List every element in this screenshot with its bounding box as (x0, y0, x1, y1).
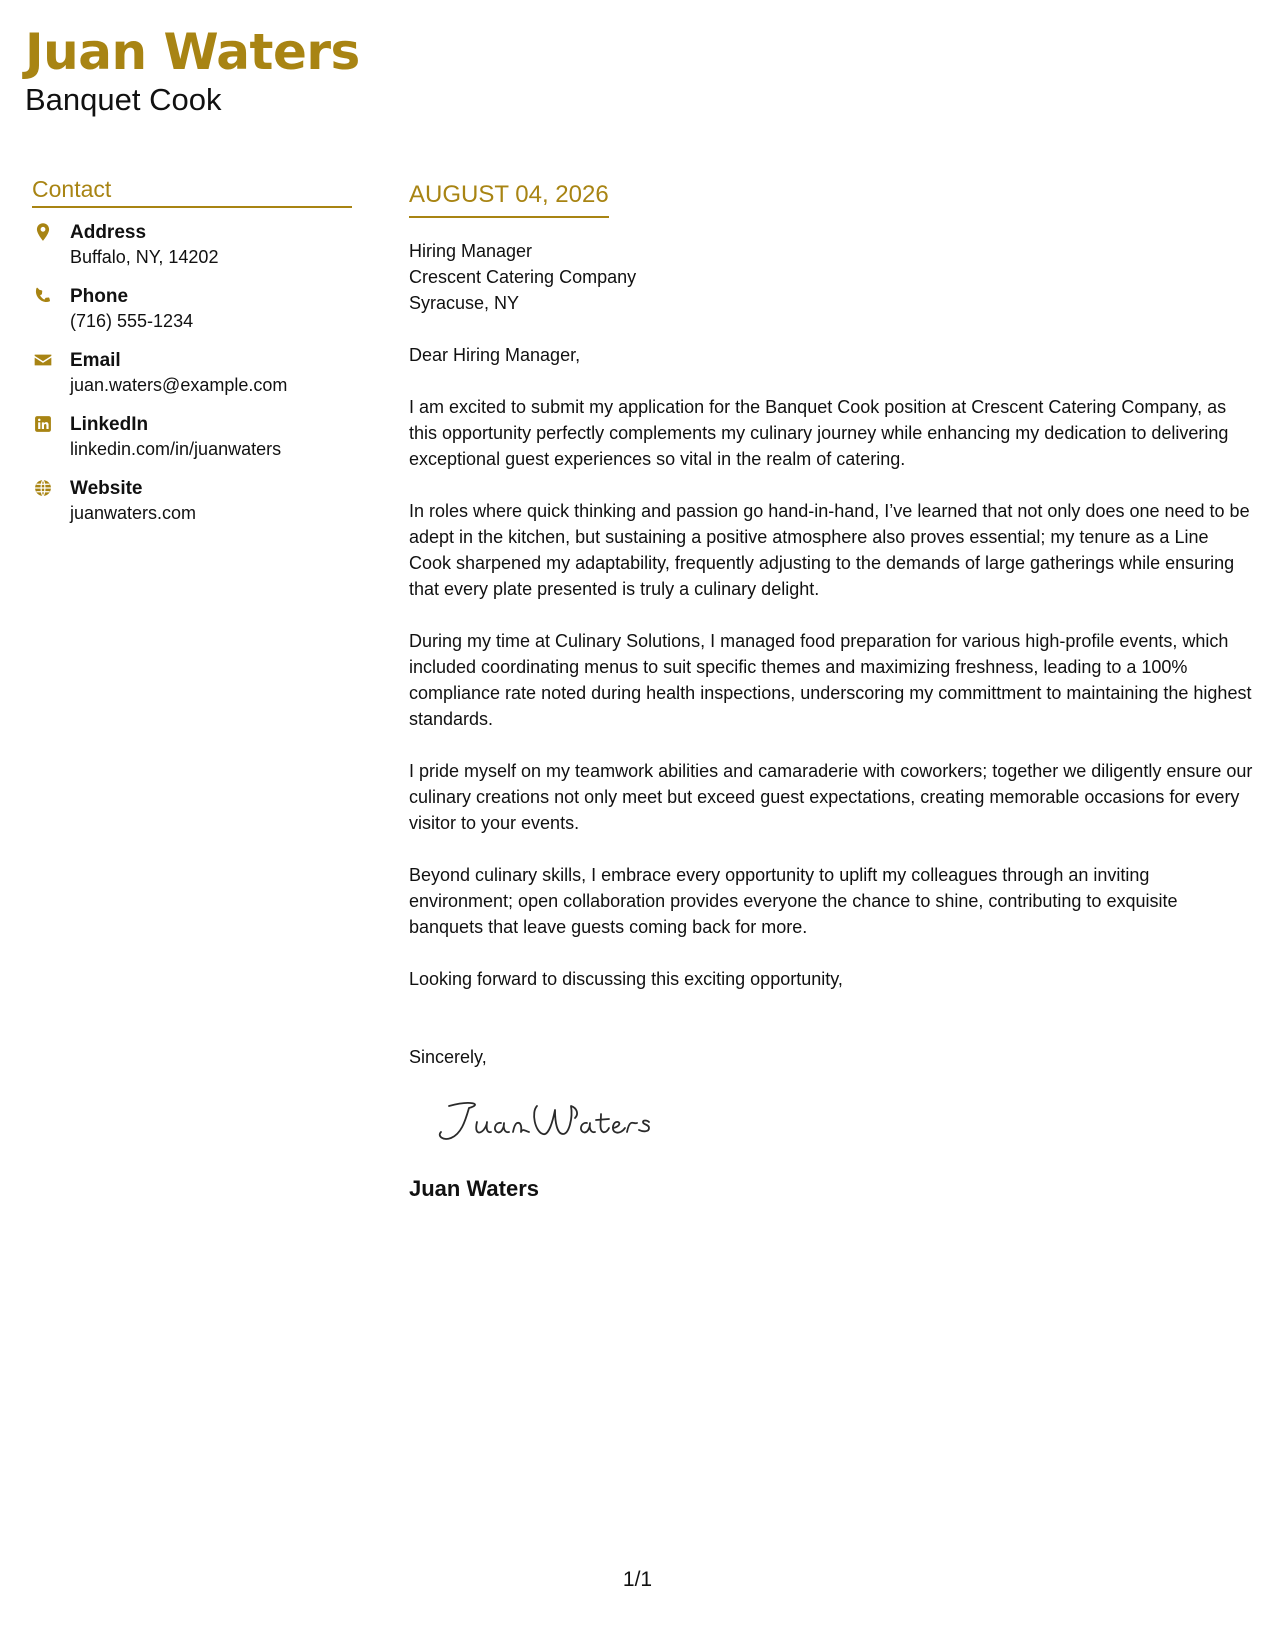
signature-image (431, 1092, 1254, 1152)
applicant-role: Banquet Cook (25, 82, 222, 117)
recipient-company: Crescent Catering Company (409, 267, 637, 287)
letter-date: AUGUST 04, 2026 (409, 180, 609, 218)
letter-body (409, 180, 1254, 1202)
contact-label-website: Website (70, 478, 143, 499)
greeting: Dear Hiring Manager, (409, 345, 581, 365)
contact-value-linkedin: linkedin.com/in/juanwaters (70, 439, 282, 459)
phone-icon (32, 285, 54, 307)
map-pin-icon (32, 221, 54, 243)
contact-section-title: Contact (32, 176, 352, 208)
contact-item-address (32, 220, 352, 270)
page-number: 1/1 (622, 1568, 653, 1591)
contact-label-email: Email (70, 350, 121, 371)
globe-icon (32, 477, 54, 499)
contact-label-linkedin: LinkedIn (70, 414, 149, 435)
contact-value-phone: (716) 555-1234 (70, 311, 194, 331)
linkedin-icon (32, 413, 54, 435)
paragraph-3: During my time at Culinary Solutions, I managed food preparation for various high-profile events, which included coordinating menus to suit specific themes and maximizing freshness, leading to a 100% compliance rate noted during health inspections, underscoring my committment to maintaining the highest standards. (409, 631, 1252, 729)
contact-item-website (32, 476, 352, 526)
contact-item-phone (32, 284, 352, 334)
paragraph-2: In roles where quick thinking and passion go hand-in-hand, I’ve learned that not only does one need to be adept in the kitchen, but sustaining a positive atmosphere also proves essential; my tenure as a Line Cook sharpened my adaptability, frequently adjusting to the demands of large gatherings while ensuring that every plate presented is truly a culinary delight. (409, 501, 1250, 599)
paragraph-5: Beyond culinary skills, I embrace every opportunity to uplift my colleagues through an inviting environment; open collaboration provides everyone the chance to shine, contributing to exquisite banquets that leave guests coming back for more. (409, 865, 1178, 937)
closing-phrase: Looking forward to discussing this exciting opportunity, (409, 969, 843, 989)
envelope-icon (32, 349, 54, 371)
signoff: Sincerely, (409, 1047, 487, 1067)
recipient-title: Hiring Manager (409, 241, 533, 261)
contact-item-email (32, 348, 352, 398)
paragraph-1: I am excited to submit my application for the Banquet Cook position at Crescent Catering Company, as this opportunity perfectly complements my culinary journey while enhancing my dedication to delivering exceptional guest experiences so vital in the realm of catering. (409, 397, 1229, 469)
contact-label-phone: Phone (70, 286, 129, 307)
signed-name: Juan Waters (409, 1176, 540, 1201)
contact-label-address: Address (70, 222, 147, 243)
applicant-name: Juan Waters (25, 23, 360, 81)
contact-value-email: juan.waters@example.com (70, 375, 288, 395)
contact-value-website: juanwaters.com (70, 503, 197, 523)
sidebar (32, 176, 352, 540)
contact-item-linkedin (32, 412, 352, 462)
recipient-location: Syracuse, NY (409, 293, 520, 313)
header (25, 22, 360, 118)
paragraph-4: I pride myself on my teamwork abilities and camaraderie with coworkers; together we diligently ensure our culinary creations not only meet but exceed guest expectations, creating memorable occasions for every visitor to your events. (409, 761, 1253, 833)
contact-value-address: Buffalo, NY, 14202 (70, 247, 219, 267)
recipient-block (409, 238, 1254, 316)
